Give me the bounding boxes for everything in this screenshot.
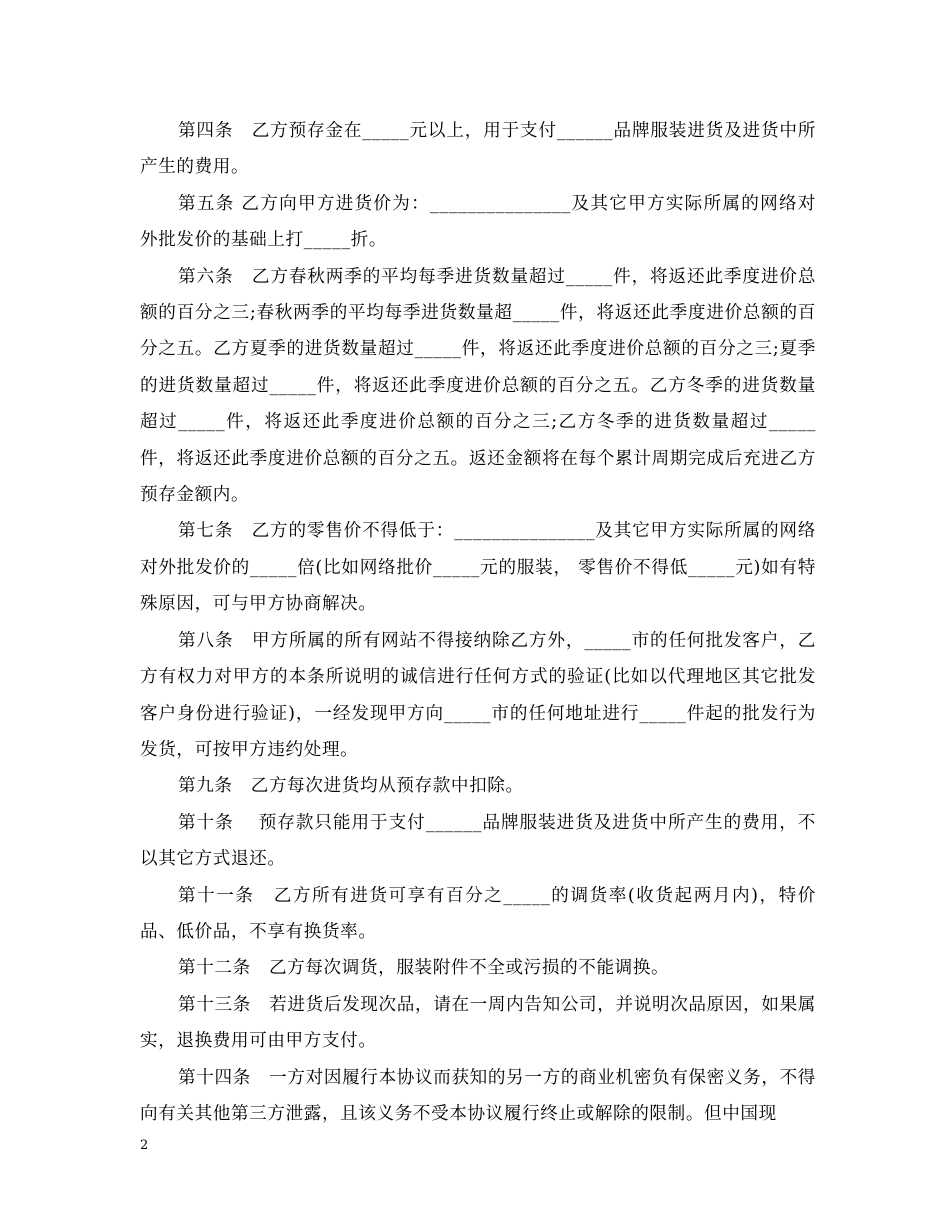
clause-11: 第十一条 乙方所有进货可享有百分之_____的调货率(收货起两月内)，特价品、低价品，不享有换货率。	[140, 885, 816, 942]
clause-14: 第十四条 一方对因履行本协议而获知的另一方的商业机密负有保密义务，不得向有关其他第三方泄露，且该义务不受本协议履行终止或解除的限制。但中国现	[140, 1067, 816, 1124]
clause-7: 第七条 乙方的零售价不得低于：_______________及其它甲方实际所属的网络对外批发价的_____倍(比如网络批价_____元的服装， 零售价不得低_____元)如有特殊原因，可与甲方协商解决。	[140, 521, 816, 615]
clause-12: 第十二条 乙方每次调货，服装附件不全或污损的不能调换。	[178, 958, 670, 979]
clause-8: 第八条 甲方所属的所有网站不得接纳除乙方外，_____市的任何批发客户，乙方有权力对甲方的本条所说明的诚信进行任何方式的验证(比如以代理地区其它批发客户身份进行验证)，一经发现甲方向_____市的任何地址进行_____件起的批发行为发货，可按甲方违约处理。	[140, 630, 816, 760]
page-number: 2	[140, 1138, 149, 1153]
clause-4: 第四条 乙方预存金在_____元以上，用于支付______品牌服装进货及进货中所产生的费用。	[140, 121, 816, 178]
clause-6: 第六条 乙方春秋两季的平均每季进货数量超过_____件，将返还此季度进价总额的百分之三;春秋两季的平均每季进货数量超_____件，将返还此季度进价总额的百分之五。乙方夏季的进货数量超过_____件，将返还此季度进价总额的百分之三;夏季的进货数量超过_____件，将返还此季度进价总额的百分之五。乙方冬季的进货数量超过_____件，将返还此季度进价总额的百分之三;乙方冬季的进货数量超过_____件，将返还此季度进价总额的百分之五。返还金额将在每个累计周期完成后充进乙方预存金额内。	[140, 266, 816, 506]
contract-body	[140, 113, 816, 1132]
clause-9: 第九条 乙方每次进货均从预存款中扣除。	[178, 776, 524, 797]
clause-13: 第十三条 若进货后发现次品，请在一周内告知公司，并说明次品原因，如果属实，退换费用可由甲方支付。	[140, 994, 816, 1052]
clause-10: 第十条 预存款只能用于支付______品牌服装进货及进货中所产生的费用，不以其它方式退还。	[140, 812, 816, 870]
clause-5: 第五条 乙方向甲方进货价为：_______________及其它甲方实际所属的网络对外批发价的基础上打_____折。	[140, 193, 816, 251]
